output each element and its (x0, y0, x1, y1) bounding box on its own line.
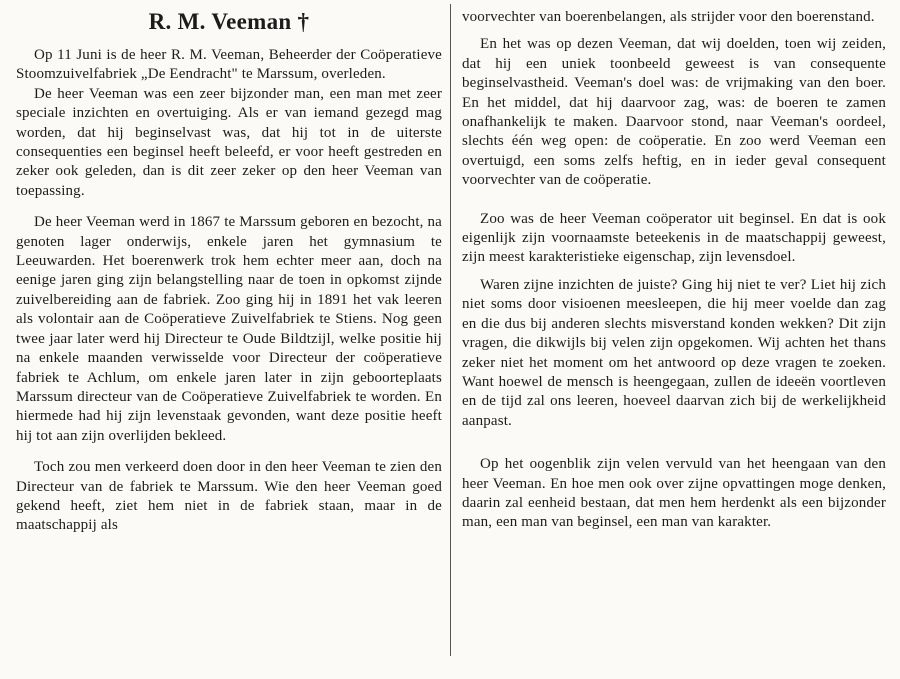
left-column (16, 0, 442, 679)
paragraph-announcement: Op 11 Juni is de heer R. M. Veeman, Beheerder der Coöperatieve Stoomzuivelfabriek „De Eendracht" te Marssum, overleden. (16, 47, 442, 83)
paragraph-advocate-end: voorvechter van boerenbelangen, als strijder voor den boerenstand. (462, 9, 875, 25)
right-column (462, 0, 886, 679)
paragraph-principle: En het was op dezen Veeman, dat wij doelden, toen wij zeiden, dat hij een uniek toonbeeld geweest is van consequente beginselvastheid. Veeman's doel was: de vrijmaking van den boer. En het middel, dat hij daarvoor zag, was: de boeren te zamen onafhankelijk te maken. Daarvoor stond, naar Veeman's oordeel, slechts één weg open: de coöperatie. En zoo werd Veeman een overtuigd, een soms zelfs heftig, en in ieder geval consequent voorvechter van de coöperatie. (462, 36, 886, 189)
paragraph-remembrance: Op het oogenblik zijn velen vervuld van het heengaan van den heer Veeman. En hoe men ook over zijne opvattingen moge denken, daarin zal eenheid bestaan, dat men hem herdenkt als een bijzonder man, een man van beginsel, een man van karakter. (462, 456, 886, 531)
article-title: R. M. Veeman † (148, 9, 310, 34)
paragraph-character: De heer Veeman was een zeer bijzonder man, een man met zeer speciale inzichten en overtuiging. Als er van iemand gezegd mag worden, dat hij beginselvast was, dat hij tot in de uiterste consequenties een beginsel heeft beleefd, er voor heeft gestreden en zeker ook geleden, dan is dit zeer zeker op den heer Veeman van toepassing. (16, 85, 442, 199)
column-divider (450, 4, 451, 656)
paragraph-questions: Waren zijne inzichten de juiste? Ging hij niet te ver? Liet hij zich niet soms door visioenen meesleepen, die hij meer voelde dan zag en die dus bij anderen slechts misverstand konden wekken? Dit zijn vragen, die dikwijls bij velen zijn opgekomen. Wij achten het thans zeker niet het moment om het antwoord op deze vragen te zoeken. Want hoewel de mensch is heengegaan, zullen de ideeën voortleven en de tijd zal ons leeren, hoeveel daarvan zich bij de werkelijkheid aanpast. (462, 276, 886, 429)
paragraph-career: De heer Veeman werd in 1867 te Marssum geboren en bezocht, na genoten lager onderwijs, enkele jaren het gymnasium te Leeuwarden. Het boerenwerk trok hem echter meer aan, doch na eenige jaren ging zijn belangstelling naar de toen in opkomst zijnde zuivelbereiding aan de fabriek. Zoo ging hij in 1891 het vak leeren als volontair aan de Coöperatieve Zuivelfabriek te Stiens. Nog geen twee jaar later werd hij Directeur te Oude Bildtzijl, welke positie hij na enkele maanden verwisselde voor Directeur der coöperatieve fabriek te Achlum, om enkele jaren later in zijn geboorteplaats Marssum directeur van de Coöperatieve Zuivelfabriek te worden. En hiermede had hij zijn levenstaak gevonden, want deze positie heeft hij tot aan zijn overlijden bekleed. (16, 214, 442, 444)
paragraph-cooperator: Zoo was de heer Veeman coöperator uit beginsel. En dat is ook eigenlijk zijn voornaamste beteekenis in de maatschappij geweest, zijn meest karakteristieke eigenschap, zijn levensdoel. (462, 210, 886, 266)
paragraph-advocate-start: Toch zou men verkeerd doen door in den heer Veeman te zien den Directeur van de fabriek te Marssum. Wie den heer Veeman goed gekend heeft, ziet hem niet in de fabriek staan, maar in de maatschappij als (16, 459, 442, 534)
